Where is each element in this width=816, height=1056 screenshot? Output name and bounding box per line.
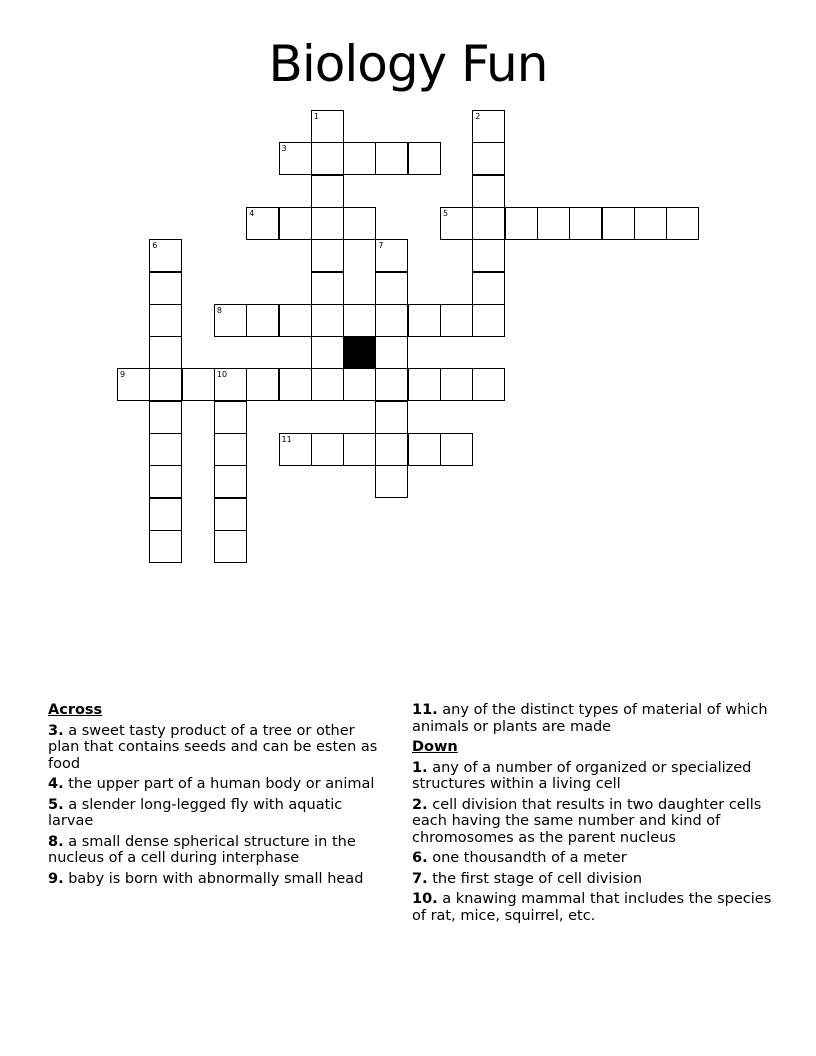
crossword-cell[interactable] [246,207,279,240]
crossword-cell[interactable] [311,336,344,369]
crossword-cell[interactable] [214,465,247,498]
crossword-cell[interactable] [440,433,473,466]
crossword-cell[interactable] [440,368,473,401]
crossword-cell[interactable] [311,110,344,143]
clue-number-label: 11 [281,435,292,444]
crossword-cell[interactable] [343,368,376,401]
crossword-cell[interactable] [472,110,505,143]
clue-across-4: 4. the upper part of a human body or animal [48,776,375,792]
crossword-cell[interactable] [149,530,182,563]
crossword-cell[interactable] [149,433,182,466]
crossword-cell[interactable] [149,465,182,498]
clue-number-label: 7 [378,241,384,251]
clue-across-8: 8. a small dense spherical structure in the nucleus of a cell during interphase [48,833,356,866]
crossword-cell[interactable] [408,368,441,401]
clue-down-2: 2. cell division that results in two daughter cells each having the same number and kind of chromosomes as the parent nucleus [412,796,762,846]
blocked-cell [343,336,376,369]
crossword-cell[interactable] [311,272,344,305]
crossword-cell[interactable] [472,142,505,175]
crossword-cell[interactable] [214,401,247,434]
clue-down-1: 1. any of a number of organized or specialized structures within a living cell [412,759,752,792]
clue-number-label: 8 [216,305,222,315]
crossword-cell[interactable] [117,368,150,401]
crossword-cell[interactable] [472,368,505,401]
clues-column-right [412,702,772,928]
crossword-cell[interactable] [246,304,279,337]
crossword-cell[interactable] [375,304,408,337]
clue-down-6: 6. one thousandth of a meter [412,850,627,866]
crossword-cell[interactable] [149,336,182,369]
crossword-cell[interactable] [311,433,344,466]
crossword-cell[interactable] [375,368,408,401]
crossword-cell[interactable] [279,368,312,401]
crossword-cell[interactable] [472,304,505,337]
crossword-cell[interactable] [311,207,344,240]
crossword-cell[interactable] [472,272,505,305]
crossword-cell[interactable] [311,368,344,401]
down-heading: Down [412,739,458,755]
clue-number-label: 10 [216,370,228,380]
crossword-cell[interactable] [343,142,376,175]
crossword-cell[interactable] [149,401,182,434]
clue-number-label: 3 [281,144,287,154]
clue-number-label: 2 [475,112,481,121]
crossword-cell[interactable] [214,368,247,401]
crossword-cell[interactable] [149,239,182,272]
crossword-cell[interactable] [343,207,376,240]
clues-column-left [48,702,388,891]
crossword-cell[interactable] [408,142,441,175]
crossword-cell[interactable] [214,530,247,563]
crossword-cell[interactable] [149,498,182,531]
crossword-cell[interactable] [375,336,408,369]
crossword-cell[interactable] [311,175,344,208]
crossword-cell[interactable] [343,433,376,466]
crossword-cell[interactable] [634,207,667,240]
crossword-cell[interactable] [375,465,408,498]
across-heading: Across [48,702,103,718]
crossword-cell[interactable] [375,239,408,272]
clue-across-9: 9. baby is born with abnormally small head [48,870,364,887]
crossword-cell[interactable] [214,433,247,466]
clue-across-3: 3. a sweet tasty product of a tree or other plan that contains seeds and can be esten as food [48,722,378,772]
crossword-cell[interactable] [311,304,344,337]
crossword-cell[interactable] [246,368,279,401]
clue-number-label: 1 [313,112,319,121]
crossword-cell[interactable] [440,304,473,337]
clue-number-label: 5 [443,208,449,218]
crossword-cell[interactable] [182,368,215,401]
crossword-cell[interactable] [602,207,635,240]
clue-number-label: 6 [152,241,158,251]
crossword-cell[interactable] [149,272,182,305]
crossword-cell[interactable] [472,207,505,240]
crossword-cell[interactable] [214,304,247,337]
page-title: Biology Fun [268,35,548,93]
crossword-cell[interactable] [149,368,182,401]
clue-down-10: 10. a knawing mammal that includes the species of rat, mice, squirrel, etc. [412,891,772,924]
crossword-cell[interactable] [408,304,441,337]
crossword-cell[interactable] [537,207,570,240]
crossword-cell[interactable] [279,142,312,175]
crossword-cell[interactable] [375,142,408,175]
crossword-cell[interactable] [375,272,408,305]
crossword-cell[interactable] [440,207,473,240]
crossword-cell[interactable] [569,207,602,240]
crossword-cell[interactable] [214,498,247,531]
crossword-cell[interactable] [472,175,505,208]
crossword-cell[interactable] [375,433,408,466]
crossword-cell[interactable] [472,239,505,272]
crossword-cell[interactable] [311,142,344,175]
clue-down-7: 7. the first stage of cell division [412,870,643,887]
clue-across-11: 11. any of the distinct types of material of which animals or plants are made [412,702,768,735]
crossword-cell[interactable] [666,207,699,240]
crossword-cell[interactable] [279,207,312,240]
crossword-cell[interactable] [279,433,312,466]
crossword-cell[interactable] [408,433,441,466]
crossword-cell[interactable] [505,207,538,240]
crossword-cell[interactable] [343,304,376,337]
crossword-cell[interactable] [149,304,182,337]
crossword-cell[interactable] [311,239,344,272]
clue-number-label: 4 [249,208,255,218]
crossword-cell[interactable] [375,401,408,434]
clue-number-label: 9 [120,370,126,380]
clue-across-5: 5. a slender long-legged fly with aquatic larvae [48,796,343,829]
crossword-cell[interactable] [279,304,312,337]
